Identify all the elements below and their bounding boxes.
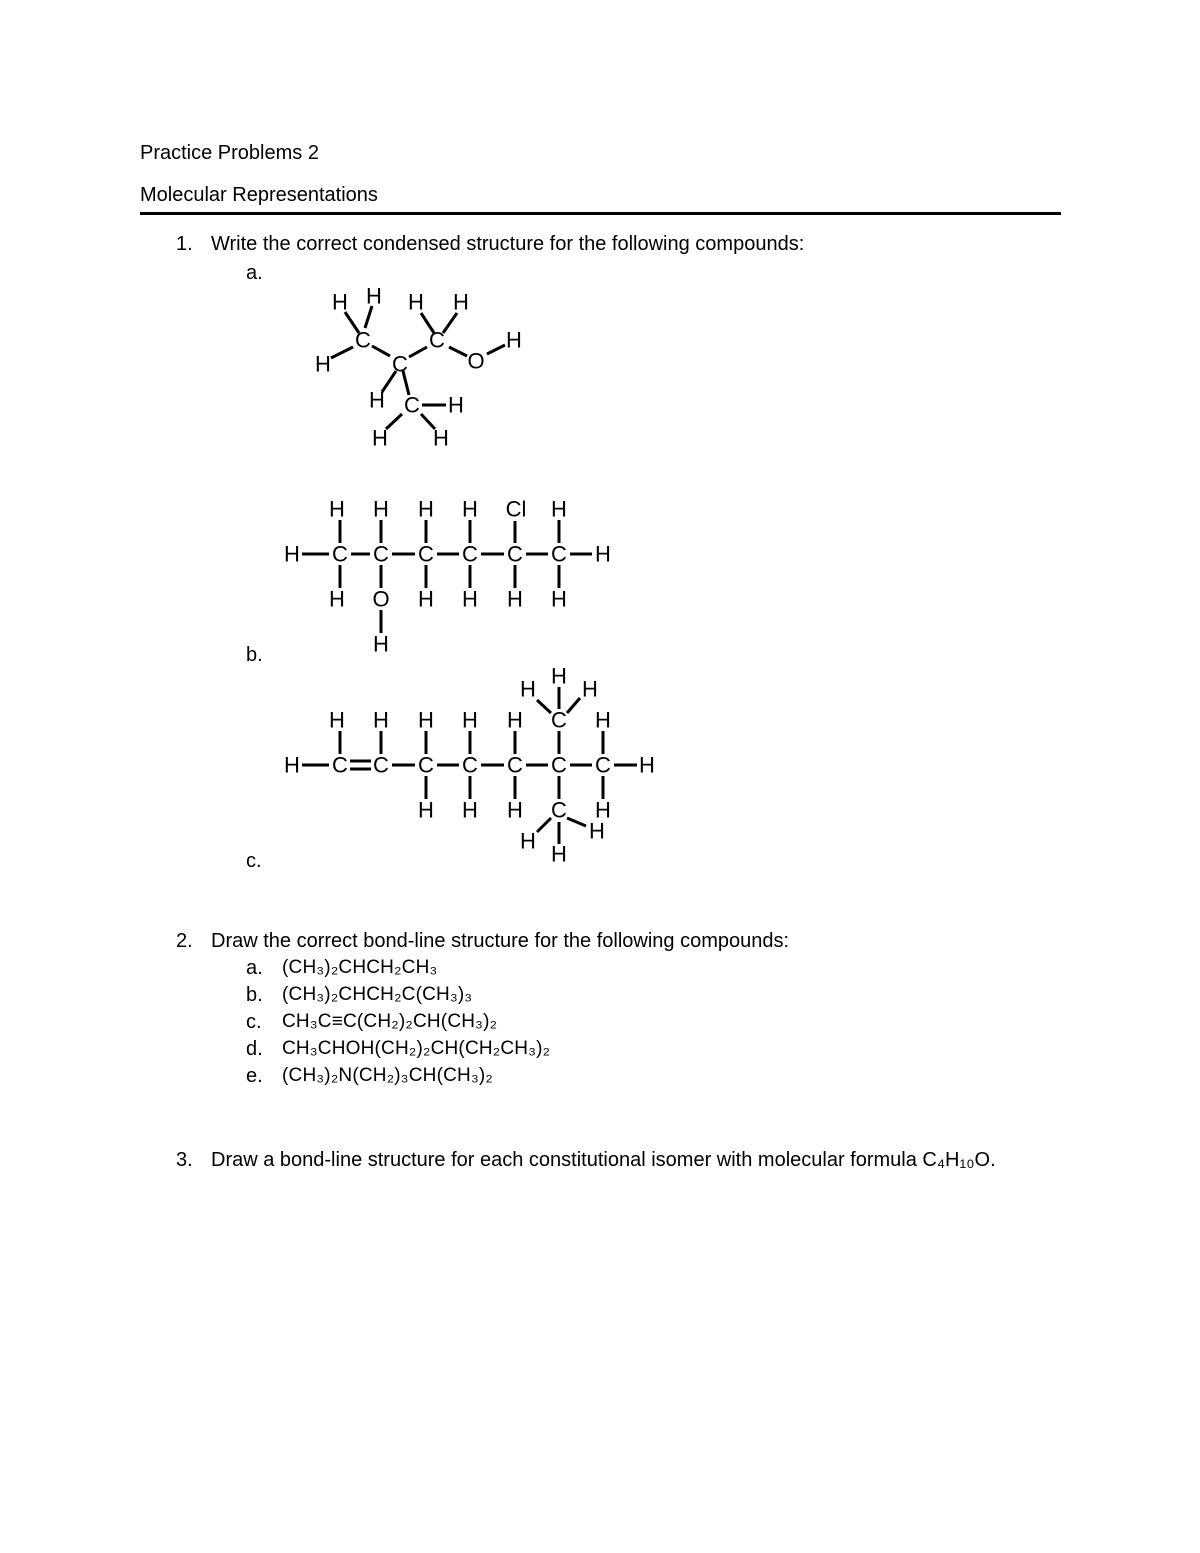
atom-h: H [369,387,385,413]
structure-b [284,497,611,657]
q2-item-label: a. [246,957,263,979]
atom-c: C [551,752,567,778]
q2-item-formula: (CH₃)₂CHCH₂CH₃ [282,957,438,978]
atom-h: H [332,289,348,315]
q2-item-label: d. [246,1038,263,1060]
page-subtitle: Molecular Representations [140,184,378,206]
atom-c: C [373,752,389,778]
atom-h: H [595,541,611,567]
atom-c: C [507,752,523,778]
q2-item-label: e. [246,1065,263,1087]
atom-h: H [408,289,424,315]
atom-h: H [372,425,388,451]
atom-h: H [462,586,478,612]
atom-h: H [551,663,567,689]
structure-c [284,664,655,867]
atom-h: H [373,631,389,657]
atom-h: H [595,797,611,823]
q2-item-label: b. [246,984,263,1006]
atom-o: O [467,348,485,374]
atom-c: C [429,327,445,353]
structure-a [315,284,522,451]
atom-o: O [372,586,390,612]
atom-c: C [404,392,420,418]
atom-h: H [329,707,345,733]
atom-h: H [551,496,567,522]
atom-c: C [595,752,611,778]
atom-h: H [366,283,382,309]
atom-c: C [373,541,389,567]
atom-cl: Cl [505,496,527,522]
atom-h: H [582,676,598,702]
atom-h: H [462,496,478,522]
q1-text: Write the correct condensed structure for the following compounds: [211,233,805,255]
atom-c: C [462,752,478,778]
atom-h: H [418,707,434,733]
atom-h: H [453,289,469,315]
atom-h: H [373,496,389,522]
atom-h: H [520,828,536,854]
atom-h: H [520,676,536,702]
page-title: Practice Problems 2 [140,142,319,164]
atom-h: H [329,586,345,612]
atom-h: H [315,351,331,377]
q1-number: 1. [176,233,193,255]
atom-h: H [418,496,434,522]
q3-text: Draw a bond-line structure for each constitutional isomer with molecular formula C₄H₁₀O. [211,1149,996,1171]
q1-label-c: c. [246,850,262,872]
q3-number: 3. [176,1149,193,1171]
atom-c: C [462,541,478,567]
atom-h: H [418,797,434,823]
q2-number: 2. [176,930,193,952]
q1-label-a: a. [246,262,263,284]
atom-h: H [373,707,389,733]
atom-c: C [551,541,567,567]
q2-item-formula: (CH₃)₂CHCH₂C(CH₃)₃ [282,984,473,1005]
q2-item-label: c. [246,1011,262,1033]
atom-c: C [551,707,567,733]
atom-h: H [284,752,300,778]
atom-h: H [329,496,345,522]
atom-c: C [332,752,348,778]
atom-h: H [589,818,605,844]
atom-h: H [506,327,522,353]
atom-c: C [418,541,434,567]
atom-c: C [332,541,348,567]
atom-h: H [433,425,449,451]
q2-item-formula: CH₃CHOH(CH₂)₂CH(CH₂CH₃)₂ [282,1038,551,1059]
atom-h: H [462,797,478,823]
q1-label-b: b. [246,644,263,666]
atom-h: H [284,541,300,567]
atom-h: H [418,586,434,612]
atom-h: H [551,841,567,867]
q2-item-formula: CH₃C≡C(CH₂)₂CH(CH₃)₂ [282,1011,498,1032]
atom-h: H [507,797,523,823]
atom-h: H [595,707,611,733]
atom-c: C [507,541,523,567]
q2-item-formula: (CH₃)₂N(CH₂)₃CH(CH₃)₂ [282,1065,493,1086]
atom-h: H [639,752,655,778]
atom-h: H [448,392,464,418]
atom-h: H [507,586,523,612]
atom-c: C [418,752,434,778]
q2-text: Draw the correct bond-line structure for the following compounds: [211,930,790,952]
atom-h: H [507,707,523,733]
atom-c: C [551,797,567,823]
atom-c: C [355,327,371,353]
atom-c: C [392,351,408,377]
atom-h: H [551,586,567,612]
atom-h: H [462,707,478,733]
